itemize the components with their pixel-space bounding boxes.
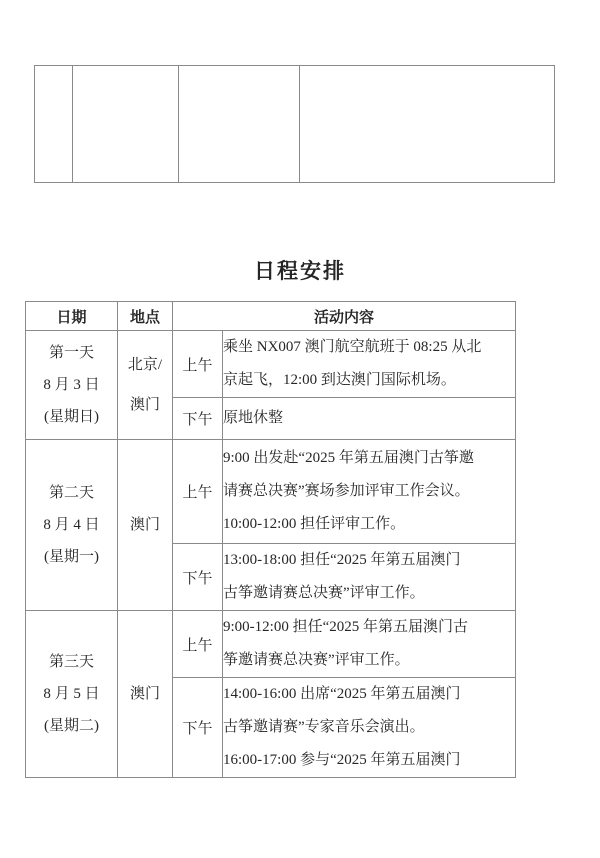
date-cell-day1 [26, 331, 118, 440]
text-line: 澳门 [129, 517, 160, 533]
text-line: 乘坐 NX007 澳门航空航班于 08:25 从北 [223, 339, 482, 355]
period-cell-afternoon: 下午 [173, 678, 223, 778]
period-cell-afternoon: 下午 [173, 398, 223, 440]
schedule-table [25, 301, 516, 778]
activity-cell-day1-afternoon [223, 398, 516, 440]
table-row-day3-morning [26, 611, 516, 678]
activity-cell-day3-morning [223, 611, 516, 678]
text-line: 古筝邀请赛”专家音乐会演出。 [223, 719, 425, 735]
text-line: 9:00 出发赴“2025 年第五届澳门古筝邀 [223, 450, 474, 466]
text-line: 8 月 5 日 [43, 686, 100, 702]
table-row-day2-morning [26, 440, 516, 544]
leftover-empty-table [34, 65, 555, 183]
period-cell-afternoon: 下午 [173, 544, 223, 611]
leftover-cell [35, 66, 73, 183]
header-date: 日期 [26, 302, 118, 331]
leftover-table-row [35, 66, 555, 183]
header-activity: 活动内容 [173, 302, 516, 331]
period-cell-morning: 上午 [173, 440, 223, 544]
text-line: 8 月 3 日 [43, 377, 100, 393]
text-line: 13:00-18:00 担任“2025 年第五届澳门 [223, 552, 461, 568]
text-line: (星期日) [44, 409, 99, 425]
text-line: 京起飞，12:00 到达澳门国际机场。 [223, 372, 456, 388]
text-line: 第一天 [48, 345, 94, 361]
text-line: 16:00-17:00 参与“2025 年第五届澳门 [223, 752, 461, 768]
leftover-cell [73, 66, 179, 183]
text-line: 原地休整 [223, 410, 284, 426]
period-cell-morning: 上午 [173, 331, 223, 398]
leftover-cell [179, 66, 300, 183]
text-line: 澳门 [129, 686, 160, 702]
text-line: 第三天 [48, 654, 94, 670]
text-line: 第二天 [48, 485, 94, 501]
activity-cell-day3-afternoon [223, 678, 516, 778]
activity-cell-day1-morning [223, 331, 516, 398]
table-header-row [26, 302, 516, 331]
activity-cell-day2-morning [223, 440, 516, 544]
text-line: 8 月 4 日 [43, 517, 100, 533]
date-cell-day2 [26, 440, 118, 611]
text-line: 北京/ [127, 357, 163, 373]
location-cell-day2 [118, 440, 173, 611]
date-cell-day3 [26, 611, 118, 778]
leftover-cell [300, 66, 555, 183]
text-line: 14:00-16:00 出席“2025 年第五届澳门 [223, 686, 461, 702]
text-line: 请赛总决赛”赛场参加评审工作会议。 [223, 483, 470, 499]
header-location: 地点 [118, 302, 173, 331]
location-cell-day3 [118, 611, 173, 778]
period-cell-morning: 上午 [173, 611, 223, 678]
text-line: 澳门 [129, 397, 160, 413]
text-line: (星期二) [44, 718, 99, 734]
location-cell-day1 [118, 331, 173, 440]
table-row-day1-morning [26, 331, 516, 398]
text-line: 筝邀请赛总决赛”评审工作。 [223, 652, 410, 668]
text-line: (星期一) [44, 549, 99, 565]
activity-cell-day2-afternoon [223, 544, 516, 611]
page-title: 日程安排 [254, 259, 346, 283]
text-line: 10:00-12:00 担任评审工作。 [223, 516, 406, 532]
text-line: 古筝邀请赛总决赛”评审工作。 [223, 585, 425, 601]
text-line: 9:00-12:00 担任“2025 年第五届澳门古 [223, 619, 468, 635]
